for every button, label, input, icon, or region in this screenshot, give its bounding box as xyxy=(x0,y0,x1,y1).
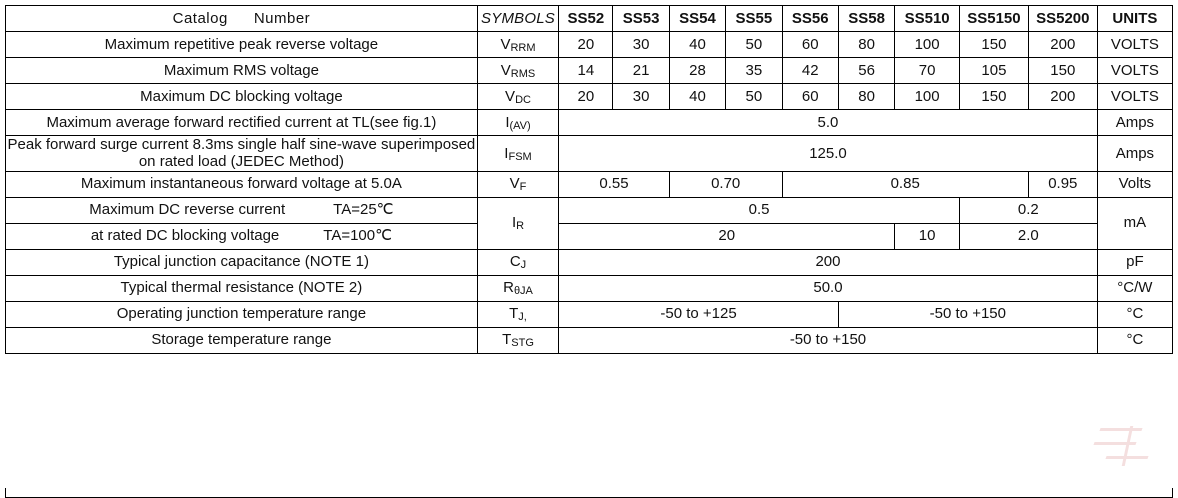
cell-vf-group3: 0.85 xyxy=(782,171,1028,197)
cell-vdc-ss58: 80 xyxy=(838,84,894,110)
catalog-number-header xyxy=(6,6,478,32)
cell-vrrm-ss510: 100 xyxy=(895,32,960,58)
symbols-header: SYMBOLS xyxy=(477,6,558,32)
cell-vdc-ss55: 50 xyxy=(726,84,782,110)
cell-ir-100c-group3: 2.0 xyxy=(959,223,1097,249)
units-vrrm: VOLTS xyxy=(1097,32,1172,58)
param-rthja: Typical thermal resistance (NOTE 2) xyxy=(6,275,478,301)
table-row xyxy=(6,197,1173,223)
units-ifsm: Amps xyxy=(1097,136,1172,172)
cell-vf-group2: 0.70 xyxy=(669,171,782,197)
cell-vrrm-ss55: 50 xyxy=(726,32,782,58)
cell-ir-25c-group2: 0.2 xyxy=(959,197,1097,223)
cell-vrms-ss55: 35 xyxy=(726,58,782,84)
number-word: Number xyxy=(253,9,311,27)
cell-vrms-ss58: 56 xyxy=(838,58,894,84)
cell-vf-group1: 0.55 xyxy=(559,171,670,197)
units-iav: Amps xyxy=(1097,110,1172,136)
part-header-ss56: SS56 xyxy=(782,6,838,32)
table-row xyxy=(6,223,1173,249)
cell-vdc-ss53: 30 xyxy=(613,84,669,110)
table-header-row xyxy=(6,6,1173,32)
cell-iav-all: 5.0 xyxy=(559,110,1098,136)
cell-vrms-ss510: 70 xyxy=(895,58,960,84)
cell-vrms-ss53: 21 xyxy=(613,58,669,84)
cell-vdc-ss54: 40 xyxy=(669,84,725,110)
cell-vdc-ss5150: 150 xyxy=(959,84,1028,110)
cell-rthja-all: 50.0 xyxy=(559,275,1098,301)
cell-vrms-ss54: 28 xyxy=(669,58,725,84)
param-iav: Maximum average forward rectified current at TL(see fig.1) xyxy=(6,110,478,136)
cell-tstg-all: -50 to +150 xyxy=(559,327,1098,353)
table-row xyxy=(6,58,1173,84)
param-cj: Typical junction capacitance (NOTE 1) xyxy=(6,249,478,275)
part-header-ss52: SS52 xyxy=(559,6,613,32)
cell-vdc-ss52: 20 xyxy=(559,84,613,110)
cell-ir-100c-group2: 10 xyxy=(895,223,960,249)
cell-vrrm-ss58: 80 xyxy=(838,32,894,58)
table-row xyxy=(6,84,1173,110)
cell-vrrm-ss54: 40 xyxy=(669,32,725,58)
part-header-ss54: SS54 xyxy=(669,6,725,32)
cell-tj-group1: -50 to +125 xyxy=(559,301,839,327)
param-ir-100c: at rated DC blocking voltage TA=100℃ xyxy=(6,223,478,249)
part-header-ss53: SS53 xyxy=(613,6,669,32)
cell-ir-100c-group1: 20 xyxy=(559,223,895,249)
table-bottom-border xyxy=(5,488,1173,498)
cell-vrrm-ss52: 20 xyxy=(559,32,613,58)
cell-vdc-ss56: 60 xyxy=(782,84,838,110)
part-header-ss58: SS58 xyxy=(838,6,894,32)
param-vrrm: Maximum repetitive peak reverse voltage xyxy=(6,32,478,58)
table-row xyxy=(6,301,1173,327)
cell-ir-25c-group1: 0.5 xyxy=(559,197,960,223)
symbol-tj: TJ, xyxy=(477,301,558,327)
cell-vrrm-ss56: 60 xyxy=(782,32,838,58)
cell-cj-all: 200 xyxy=(559,249,1098,275)
param-vf: Maximum instantaneous forward voltage at 5.0A xyxy=(6,171,478,197)
symbol-iav: I(AV) xyxy=(477,110,558,136)
electrical-characteristics-table xyxy=(5,5,1173,354)
param-vrms: Maximum RMS voltage xyxy=(6,58,478,84)
units-tstg: °C xyxy=(1097,327,1172,353)
param-vdc: Maximum DC blocking voltage xyxy=(6,84,478,110)
param-ifsm: Peak forward surge current 8.3ms single half sine-wave superimposed on rated load (JEDEC Method) xyxy=(6,136,478,172)
units-vdc: VOLTS xyxy=(1097,84,1172,110)
symbol-ir: IR xyxy=(477,197,558,249)
cell-vf-group4: 0.95 xyxy=(1028,171,1097,197)
table-row xyxy=(6,171,1173,197)
table-row xyxy=(6,32,1173,58)
datasheet-page xyxy=(0,5,1178,498)
units-cj: pF xyxy=(1097,249,1172,275)
param-tj: Operating junction temperature range xyxy=(6,301,478,327)
cell-ifsm-all: 125.0 xyxy=(559,136,1098,172)
param-tstg: Storage temperature range xyxy=(6,327,478,353)
units-ir: mA xyxy=(1097,197,1172,249)
cell-vrrm-ss5150: 150 xyxy=(959,32,1028,58)
cell-vrms-ss5200: 150 xyxy=(1028,58,1097,84)
symbol-tstg: TSTG xyxy=(477,327,558,353)
cell-vrms-ss5150: 105 xyxy=(959,58,1028,84)
symbol-vrms: VRMS xyxy=(477,58,558,84)
symbol-rthja: RθJA xyxy=(477,275,558,301)
symbol-cj: CJ xyxy=(477,249,558,275)
cell-vdc-ss510: 100 xyxy=(895,84,960,110)
units-tj: °C xyxy=(1097,301,1172,327)
cell-vdc-ss5200: 200 xyxy=(1028,84,1097,110)
table-row xyxy=(6,249,1173,275)
units-header: UNITS xyxy=(1097,6,1172,32)
part-header-ss510: SS510 xyxy=(895,6,960,32)
symbol-ifsm: IFSM xyxy=(477,136,558,172)
cell-tj-group2: -50 to +150 xyxy=(838,301,1097,327)
cell-vrrm-ss5200: 200 xyxy=(1028,32,1097,58)
units-rthja: °C/W xyxy=(1097,275,1172,301)
units-vf: Volts xyxy=(1097,171,1172,197)
cell-vrrm-ss53: 30 xyxy=(613,32,669,58)
table-row xyxy=(6,327,1173,353)
table-row xyxy=(6,136,1173,172)
part-header-ss5150: SS5150 xyxy=(959,6,1028,32)
symbol-vrrm: VRRM xyxy=(477,32,558,58)
param-ir-25c: Maximum DC reverse current TA=25℃ xyxy=(6,197,478,223)
part-header-ss55: SS55 xyxy=(726,6,782,32)
cell-vrms-ss56: 42 xyxy=(782,58,838,84)
cell-vrms-ss52: 14 xyxy=(559,58,613,84)
symbol-vf: VF xyxy=(477,171,558,197)
symbol-vdc: VDC xyxy=(477,84,558,110)
watermark-icon xyxy=(1092,420,1162,472)
part-header-ss5200: SS5200 xyxy=(1028,6,1097,32)
table-row xyxy=(6,110,1173,136)
table-row xyxy=(6,275,1173,301)
catalog-word: Catalog xyxy=(172,9,228,27)
units-vrms: VOLTS xyxy=(1097,58,1172,84)
